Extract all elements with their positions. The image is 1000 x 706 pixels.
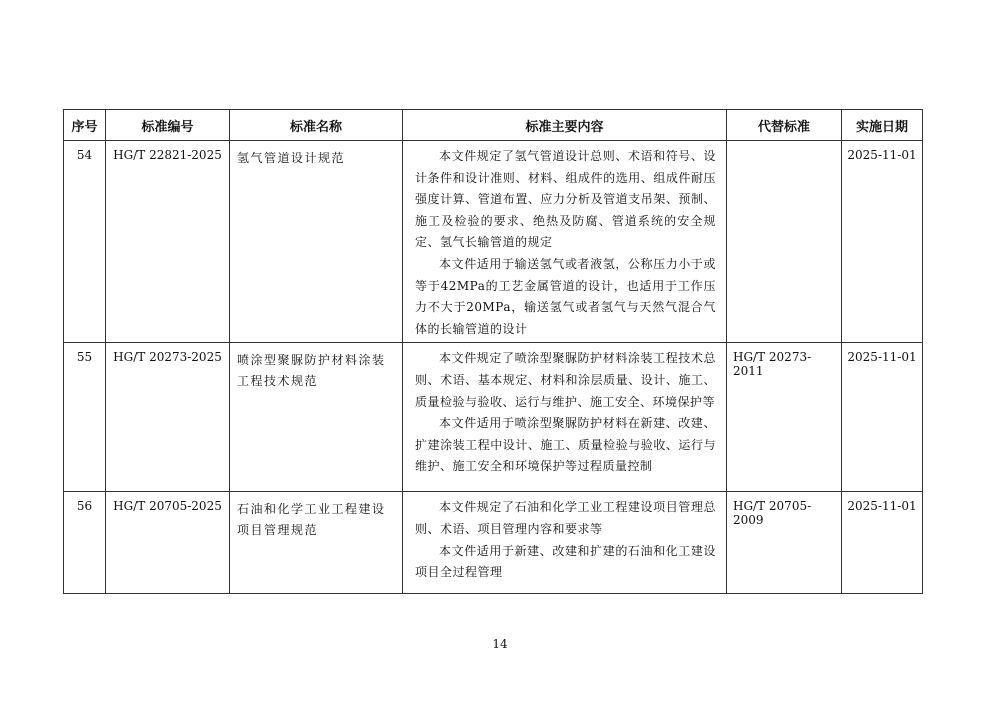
- cell-replaced-standard: [727, 141, 842, 343]
- cell-implementation-date: 2025-11-01: [842, 141, 923, 343]
- cell-implementation-date: 2025-11-01: [842, 343, 923, 492]
- content-paragraph: 本文件适用于新建、改建和扩建的石油和化工建设项目全过程管理: [415, 543, 716, 580]
- header-standard-name: 标准名称: [230, 110, 403, 141]
- cell-implementation-date: 2025-11-01: [842, 492, 923, 594]
- content-paragraph: 本文件规定了石油和化学工业工程建设项目管理总则、术语、项目管理内容和要求等: [415, 500, 716, 536]
- cell-serial-no: 55: [64, 343, 106, 492]
- header-serial-no: 序号: [64, 110, 106, 141]
- cell-serial-no: 54: [64, 141, 106, 343]
- content-paragraph: 本文件规定了氢气管道设计总则、术语和符号、设计条件和设计准则、材料、组成件的选用、组成件耐压强度计算、管道布置、应力分析及管道支吊架、预制、施工及检验的要求、绝热及防腐、管道系统的安全规定、氢气长输管道的规定: [415, 149, 716, 250]
- header-standard-code: 标准编号: [106, 110, 230, 141]
- cell-standard-name: 喷涂型聚脲防护材料涂装工程技术规范: [230, 343, 403, 492]
- cell-standard-name: 氢气管道设计规范: [230, 141, 403, 343]
- table-row: [64, 492, 923, 594]
- header-implementation-date: 实施日期: [842, 110, 923, 141]
- table-row: [64, 141, 923, 343]
- header-main-content: 标准主要内容: [403, 110, 727, 141]
- page-number: 14: [492, 637, 508, 651]
- cell-replaced-standard: HG/T 20705-2009: [727, 492, 842, 594]
- cell-main-content: [403, 141, 727, 343]
- content-paragraph: 本文件适用于输送氢气或者液氢，公称压力小于或等于42MPa的工艺金属管道的设计，也适用于工作压力不大于20MPa，输送氢气或者氢气与天然气混合气体的长输管道的设计: [415, 256, 716, 336]
- table-header: [64, 110, 923, 141]
- cell-standard-code: HG/T 20705-2025: [106, 492, 230, 594]
- cell-serial-no: 56: [64, 492, 106, 594]
- table-row: [64, 343, 923, 492]
- cell-main-content: [403, 343, 727, 492]
- standards-table: [63, 109, 923, 594]
- content-paragraph: 本文件适用于喷涂型聚脲防护材料在新建、改建、扩建涂装工程中设计、施工、质量检验与验收、运行与维护、施工安全和环境保护等过程质量控制: [415, 416, 716, 474]
- cell-replaced-standard: HG/T 20273-2011: [727, 343, 842, 492]
- content-paragraph: 本文件规定了喷涂型聚脲防护材料涂装工程技术总则、术语、基本规定、材料和涂层质量、设计、施工、质量检验与验收、运行与维护、施工安全、环境保护等: [415, 351, 716, 409]
- header-replaced-standard: 代替标准: [727, 110, 842, 141]
- cell-standard-code: HG/T 22821-2025: [106, 141, 230, 343]
- cell-standard-code: HG/T 20273-2025: [106, 343, 230, 492]
- cell-standard-name: 石油和化学工业工程建设项目管理规范: [230, 492, 403, 594]
- cell-main-content: [403, 492, 727, 594]
